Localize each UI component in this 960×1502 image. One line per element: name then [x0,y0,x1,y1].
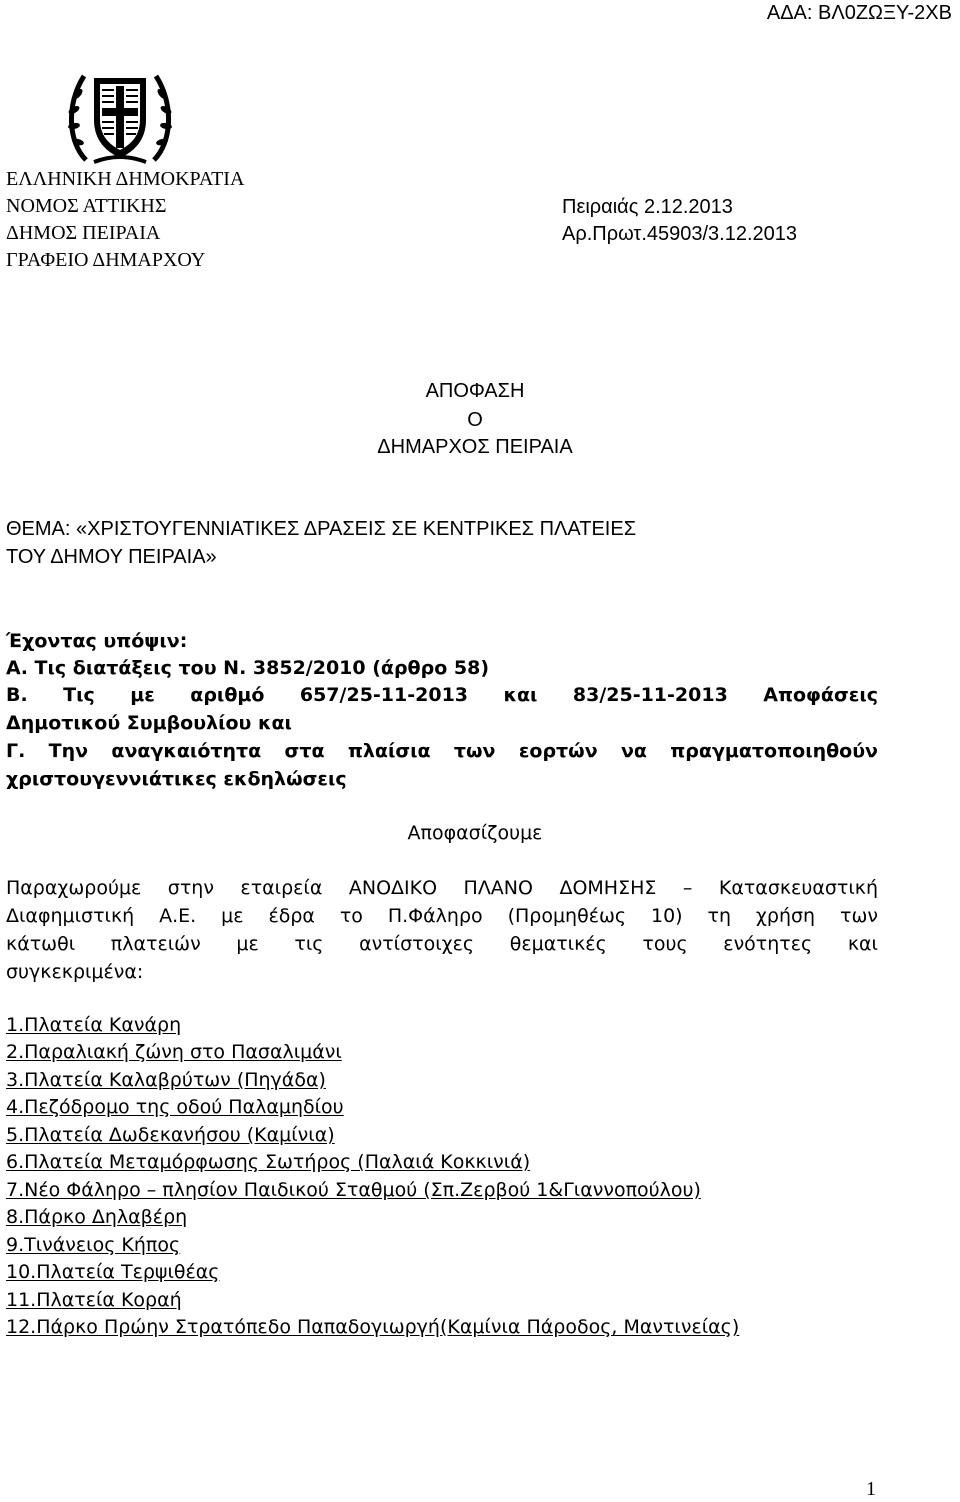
decision-title: ΑΠΟΦΑΣΗ [425,380,525,402]
protocol-number: Αρ.Πρωτ.45903/3.12.2013 [562,223,798,245]
considering-item: Α. Τις διατάξεις του Ν. 3852/2010 (άρθρο 58) [6,657,490,679]
location-item: 9.Τινάνειος Κήπος [6,1234,181,1256]
ada-code: ΑΔΑ: ΒΛ0ΖΩΞΥ-2ΧΒ [766,2,952,24]
location-item: 3.Πλατεία Καλαβρύτων (Πηγάδα) [6,1069,326,1091]
location-item: 7.Νέο Φάληρο – πλησίον Παιδικού Σταθμού (Σπ.Ζερβού 1&Γιαννοπούλου) [6,1179,701,1201]
considering-item: Δημοτικού Συμβουλίου και [6,712,292,734]
subject-line: ΤΟΥ ΔΗΜΟΥ ΠΕΙΡΑΙΑ» [6,546,217,568]
considering-item: Γ. Την αναγκαιότητα στα πλαίσια των εορτών να πραγματοποιηθούν [6,740,878,762]
greek-coat-of-arms-icon [64,64,176,168]
considering-heading: Έχοντας υπόψιν: [6,630,188,652]
location-item: 2.Παραλιακή ζώνη στο Πασαλιμάνι [6,1041,342,1063]
decision-title: Ο [467,409,483,431]
decision-title: ΔΗΜΑΡΧΟΣ ΠΕΙΡΑΙΑ [377,436,573,458]
location-item: 10.Πλατεία Τερψιθέας [6,1261,220,1283]
location-item: 5.Πλατεία Δωδεκανήσου (Καμίνια) [6,1124,335,1146]
considering-item: χριστουγεννιάτικες εκδηλώσεις [6,768,347,790]
location-item: 6.Πλατεία Μεταμόρφωσης Σωτήρος (Παλαιά Κοκκινιά) [6,1151,531,1173]
body-line: Παραχωρούμε στην εταιρεία ΑΝΟΔΙΚΟ ΠΛΑΝΟ ΔΟΜΗΣΗΣ – Κατασκευαστική [6,877,878,899]
header-line: ΝΟΜΟΣ ΑΤΤΙΚΗΣ [6,195,167,217]
header-line: ΔΗΜΟΣ ΠΕΙΡΑΙΑ [6,222,161,244]
page-number: 1 [866,1478,876,1500]
body-line: συγκεκριμένα: [6,961,144,983]
location-item: 12.Πάρκο Πρώην Στρατόπεδο Παπαδογιωργή(Καμίνια Πάροδος, Μαντινείας) [6,1316,740,1338]
location-item: 1.Πλατεία Κανάρη [6,1014,182,1036]
location-item: 4.Πεζόδρομο της οδού Παλαμηδίου [6,1096,344,1118]
decide-heading: Αποφασίζουμε [407,822,543,844]
header-line: ΕΛΛΗΝΙΚΗ ΔΗΜΟΚΡΑΤΙΑ [6,168,245,190]
place-date: Πειραιάς 2.12.2013 [562,196,733,218]
body-line: Διαφημιστική Α.Ε. με έδρα το Π.Φάληρο (Προμηθέως 10) τη χρήση των [6,905,878,927]
location-item: 11.Πλατεία Κοραή [6,1289,182,1311]
subject-line: ΘΕΜΑ: «ΧΡΙΣΤΟΥΓΕΝΝΙΑΤΙΚΕΣ ΔΡΑΣΕΙΣ ΣΕ ΚΕΝΤΡΙΚΕΣ ΠΛΑΤΕΙΕΣ [6,518,637,540]
header-line: ΓΡΑΦΕΙΟ ΔΗΜΑΡΧΟΥ [6,249,206,271]
location-item: 8.Πάρκο Δηλαβέρη [6,1206,188,1228]
body-line: κάτωθι πλατειών με τις αντίστοιχες θεματικές τους ενότητες και [6,933,878,955]
considering-item: Β. Τις με αριθμό 657/25-11-2013 και 83/25-11-2013 Αποφάσεις [6,684,878,706]
